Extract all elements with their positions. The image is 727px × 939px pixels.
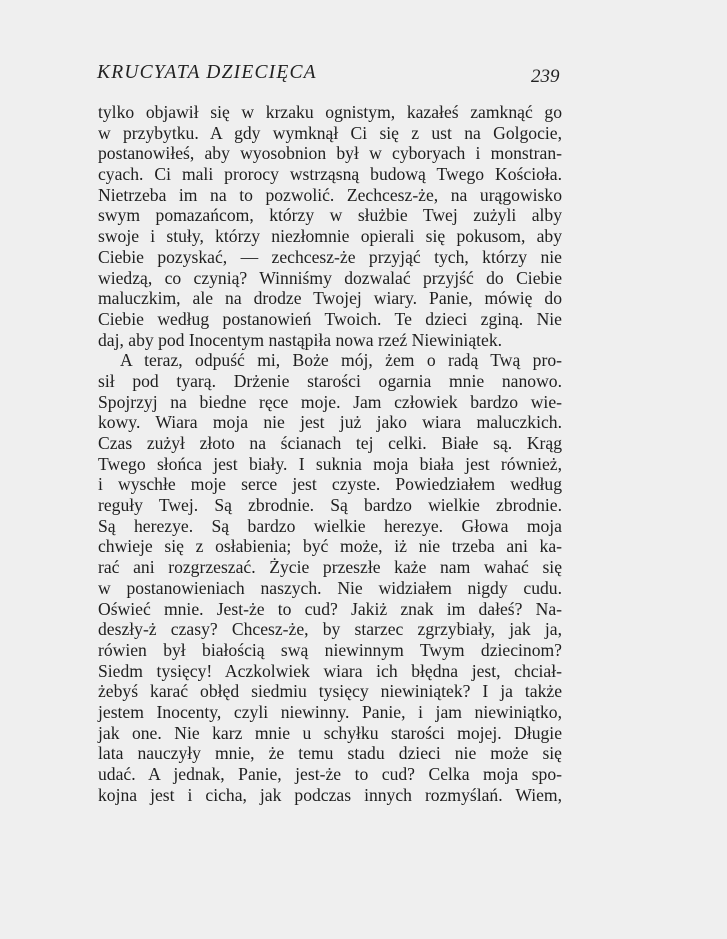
text-line: deszły-ż czasy? Chcesz-że, by starzec zgrzybiały, jak ja, [98, 619, 562, 640]
text-line: A teraz, odpuść mi, Boże mój, żem o radą Twą pro- [120, 350, 562, 371]
text-line: swym pomazańcom, którzy w służbie Twej zużyli alby [98, 205, 562, 226]
text-line: chwieje się z osłabienia; być może, iż nie trzeba ani ka- [98, 536, 562, 557]
text-line: i wyschłe moje serce jest czyste. Powiedziałem według [98, 474, 562, 495]
text-line: daj, aby pod Inocentym nastąpiła nowa rzeź Niewiniątek. [98, 329, 503, 350]
text-line: kojna jest i cicha, jak podczas innych rozmyślań. Wiem, [98, 784, 562, 805]
text-line: Ciebie według postanowień Twoich. Te dzieci zginą. Nie [98, 308, 562, 329]
text-line: udać. A jednak, Panie, jest-że to cud? Celka moja spo- [98, 764, 562, 784]
text-line: sił pod tyarą. Drżenie starości ogarnia mnie nanowo. [98, 370, 562, 391]
running-head: KRUCYATA DZIECIĘCA [97, 62, 317, 83]
text-line: rać ani rozgrzeszać. Życie przeszłe każe nam wahać się [98, 557, 562, 578]
text-line: postanowiłeś, aby wyosobnion był w cyboryach i monstran- [98, 143, 562, 164]
text-line: reguły Twej. Są zbrodnie. Są bardzo wielkie zbrodnie. [98, 495, 562, 516]
body-text [98, 102, 562, 805]
text-line: Siedm tysięcy! Aczkolwiek wiara ich błędna jest, chciał- [98, 660, 562, 681]
text-line: w postanowieniach naszych. Nie widziałem nigdy cudu. [98, 577, 562, 598]
text-line: maluczkim, ale na drodze Twojej wiary. Panie, mówię do [98, 288, 562, 309]
text-line: jestem Inocenty, czyli niewinny. Panie, i jam niewiniątko, [98, 701, 562, 722]
page-number: 239 [531, 66, 560, 87]
text-line: w przybytku. A gdy wymknął Ci się z ust na Golgocie, [98, 122, 562, 143]
text-line: żebyś karać obłęd siedmiu tysięcy niewiniątek? I ja także [98, 681, 562, 702]
text-line: Nietrzeba im na to pozwolić. Zechcesz-że, na urągowisko [98, 184, 562, 205]
text-line: tylko objawił się w krzaku ognistym, kazałeś zamknąć go [98, 102, 562, 122]
text-line: Oświeć mnie. Jest-że to cud? Jakiż znak im dałeś? Na- [98, 598, 562, 619]
text-line: Spojrzyj na biedne ręce moje. Jam człowiek bardzo wie- [98, 391, 562, 412]
text-line: kowy. Wiara moja nie jest już jako wiara maluczkich. [98, 412, 562, 433]
text-line: wiedzą, co czynią? Winniśmy dozwalać przyjść do Ciebie [98, 267, 562, 288]
text-line: cyach. Ci mali prorocy wstrząsną budową Twego Kościoła. [98, 164, 562, 185]
text-line: Ciebie pozyskać, — zechcesz-że przyjąć tych, którzy nie [98, 246, 562, 267]
text-line: Są herezye. Są bardzo wielkie herezye. Głowa moja [98, 515, 562, 536]
text-line: jak one. Nie karz mnie u schyłku starości mojej. Długie [98, 722, 562, 743]
text-line: lata nauczyły mnie, że temu stadu dzieci nie może się [98, 743, 562, 764]
text-line: swoje i stuły, którzy niezłomnie opierali się pokusom, aby [98, 226, 562, 247]
text-line: Twego słońca jest biały. I suknia moja biała jest również, [98, 453, 562, 474]
text-line: Czas zużył złoto na ścianach tej celki. Białe są. Krąg [98, 433, 562, 453]
text-line: rówien był białością swą niewinnym Twym dziecinom? [98, 639, 562, 660]
